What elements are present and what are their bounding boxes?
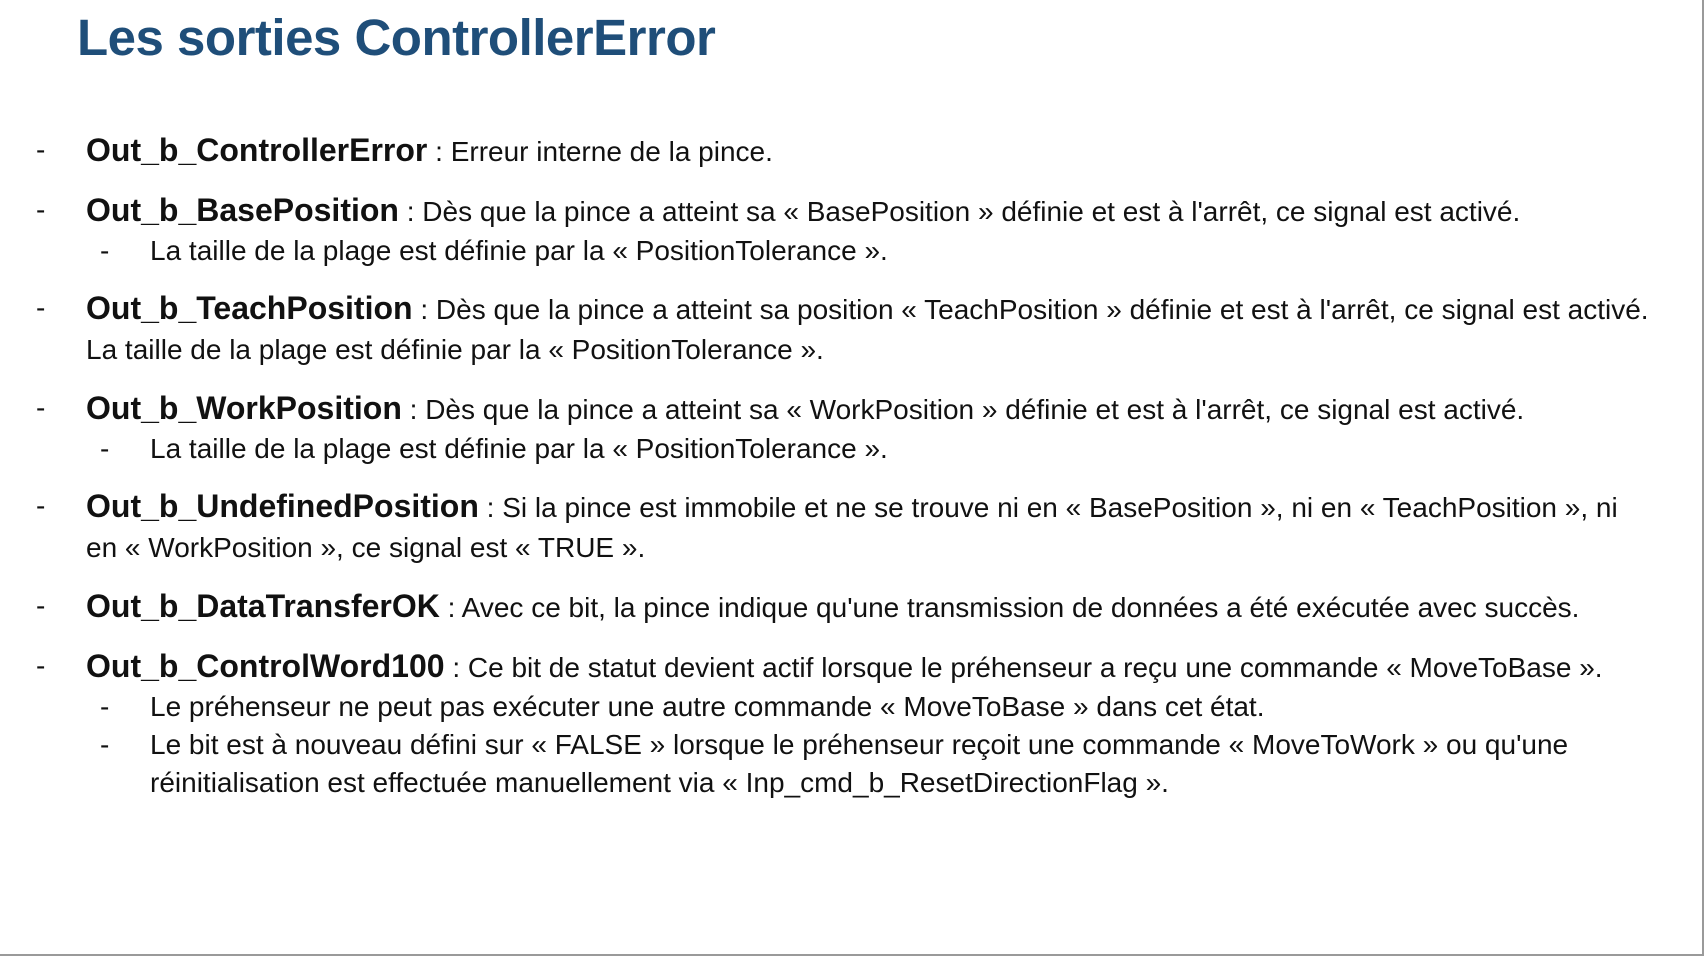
list-item (36, 646, 1656, 802)
bullet-dash: - (36, 392, 46, 423)
signal-description: : Si la pince est immobile et ne se trouve ni en « BasePosition », ni en « TeachPosition », ni en « WorkPosition », ce signal est « TRUE ». (86, 492, 1618, 563)
signal-name: Out_b_BasePosition (86, 192, 399, 228)
list-item (36, 486, 1656, 568)
signal-name: Out_b_ControlWord100 (86, 648, 445, 684)
signal-description: : Ce bit de statut devient actif lorsque le préhenseur a reçu une commande « MoveToBase ». (444, 652, 1603, 683)
signal-name: Out_b_DataTransferOK (86, 588, 440, 624)
sub-bullet-item (36, 726, 1656, 802)
signal-description: : Erreur interne de la pince. (427, 136, 773, 167)
bullet-dash: - (36, 490, 46, 521)
list-item (36, 586, 1656, 628)
sub-bullet-item (36, 688, 1656, 726)
bullet-list (36, 130, 1656, 820)
signal-description: : Dès que la pince a atteint sa « BasePosition » définie et est à l'arrêt, ce signal est activé. (398, 196, 1521, 227)
bullet-item (36, 190, 1656, 232)
sub-bullet-text: La taille de la plage est définie par la « PositionTolerance ». (150, 433, 888, 464)
bullet-item (36, 586, 1656, 628)
list-item (36, 130, 1656, 172)
sub-bullet-text: Le préhenseur ne peut pas exécuter une autre commande « MoveToBase » dans cet état. (150, 691, 1265, 722)
signal-name: Out_b_TeachPosition (86, 290, 413, 326)
signal-description: : Dès que la pince a atteint sa position « TeachPosition » définie et est à l'arrêt, ce signal est activé. La taille de la plage est définie par la « PositionTolerance ». (86, 294, 1649, 365)
sub-bullet-item (36, 232, 1656, 270)
signal-name: Out_b_ControllerError (86, 132, 428, 168)
bullet-item (36, 646, 1656, 688)
bullet-dash: - (36, 134, 46, 165)
list-item (36, 288, 1656, 370)
bullet-dash: - (100, 729, 110, 760)
bullet-dash: - (36, 292, 46, 323)
bullet-dash: - (36, 590, 46, 621)
sub-bullet-item (36, 430, 1656, 468)
bullet-item (36, 130, 1656, 172)
signal-name: Out_b_UndefinedPosition (86, 488, 479, 524)
list-item (36, 388, 1656, 468)
bullet-dash: - (100, 235, 110, 266)
sub-bullet-text: Le bit est à nouveau défini sur « FALSE » lorsque le préhenseur reçoit une commande « MoveToWork » ou qu'une réinitialisation est effectuée manuellement via « Inp_cmd_b_ResetDirectionFlag ». (150, 729, 1569, 798)
signal-description: : Avec ce bit, la pince indique qu'une transmission de données a été exécutée avec succès. (439, 592, 1580, 623)
bullet-dash: - (100, 691, 110, 722)
signal-name: Out_b_WorkPosition (86, 390, 402, 426)
list-item (36, 190, 1656, 270)
sub-bullet-text: La taille de la plage est définie par la « PositionTolerance ». (150, 235, 888, 266)
bullet-dash: - (36, 650, 46, 681)
signal-description: : Dès que la pince a atteint sa « WorkPosition » définie et est à l'arrêt, ce signal est activé. (401, 394, 1525, 425)
bullet-item (36, 388, 1656, 430)
bullet-dash: - (36, 194, 46, 225)
slide-title: Les sorties ControllerError (77, 9, 716, 66)
bullet-dash: - (100, 433, 110, 464)
bullet-item (36, 288, 1656, 370)
bullet-item (36, 486, 1656, 568)
